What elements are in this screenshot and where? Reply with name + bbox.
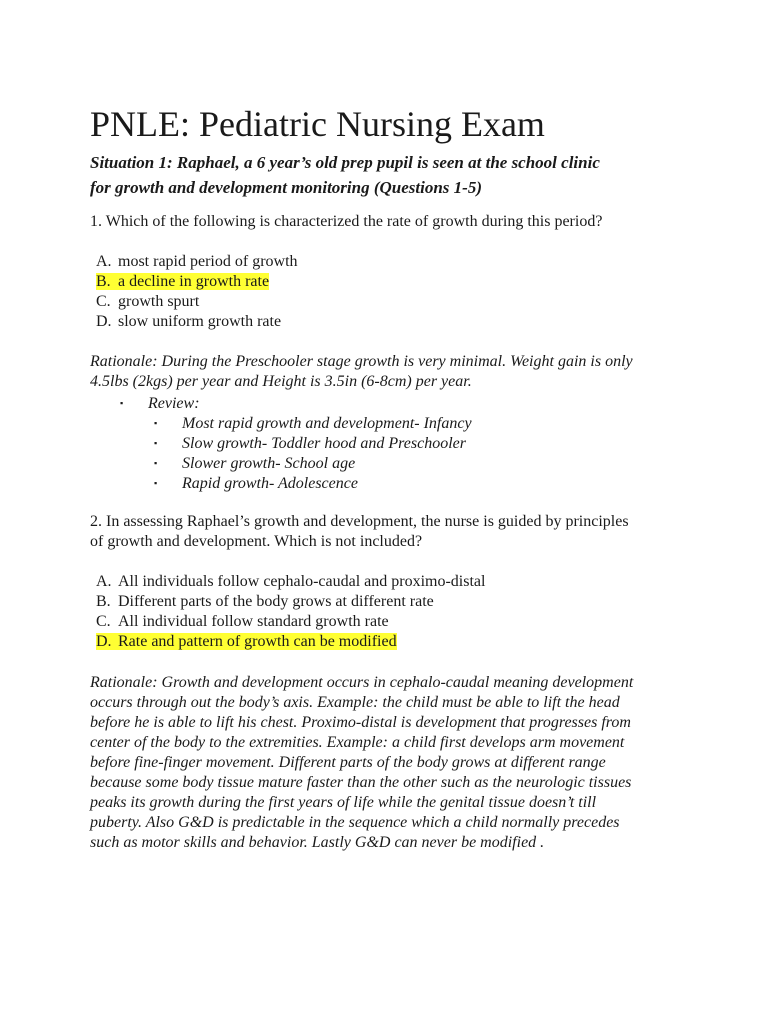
- rationale-line: before he is able to lift his chest. Proximo-distal is development that progresses from: [90, 714, 631, 731]
- rationale-line: such as motor skills and behavior. Lastly G&D can never be modified .: [90, 834, 545, 851]
- rationale-line: occurs through out the body’s axis. Example: the child must be able to lift the head: [90, 694, 620, 711]
- question-line: 2. In assessing Raphael’s growth and development, the nurse is guided by principles: [90, 513, 629, 530]
- bullet-icon: ▪: [154, 458, 158, 468]
- rationale-line: before fine-finger movement. Different parts of the body grows at different range: [90, 754, 606, 771]
- option-letter: B.: [96, 273, 111, 290]
- option-list-item-highlighted: [96, 632, 485, 652]
- question-1-rationale: [90, 352, 680, 392]
- option-list-item: [96, 252, 298, 272]
- option-letter: D.: [96, 313, 112, 330]
- rationale-line: Rationale: Growth and development occurs in cephalo-caudal meaning development: [90, 674, 634, 691]
- bullet-icon: ▪: [154, 478, 158, 488]
- rationale-line: puberty. Also G&D is predictable in the sequence which a child normally precedes: [90, 814, 620, 831]
- review-item-text: Rapid growth- Adolescence: [182, 475, 358, 492]
- option-text: most rapid period of growth: [118, 253, 298, 270]
- review-item-text: Slower growth- School age: [182, 455, 356, 472]
- question-2-rationale: [90, 673, 680, 853]
- rationale-line: because some body tissue mature faster than the other such as the neurologic tissues: [90, 774, 632, 791]
- question-1-options: [96, 252, 298, 332]
- bullet-icon: ▪: [120, 398, 124, 408]
- option-text: a decline in growth rate: [118, 273, 270, 290]
- highlighted-answer: [96, 633, 397, 650]
- review-label: Review:: [148, 395, 200, 412]
- option-letter: A.: [96, 573, 112, 590]
- review-item-text: Slow growth- Toddler hood and Preschooler: [182, 435, 467, 452]
- question-2-text: [90, 512, 629, 552]
- rationale-line: center of the body to the extremities. Example: a child first develops arm movement: [90, 734, 625, 751]
- option-list-item: [96, 592, 485, 612]
- rationale-line: Rationale: During the Preschooler stage growth is very minimal. Weight gain is only: [90, 353, 633, 370]
- option-list-item-highlighted: [96, 272, 298, 292]
- situation-line-2: for growth and development monitoring (Questions 1-5): [90, 178, 482, 197]
- review-item: [120, 433, 472, 453]
- option-letter: C.: [96, 613, 111, 630]
- question-line: of growth and development. Which is not included?: [90, 533, 423, 550]
- review-label-item: [120, 393, 472, 413]
- review-list: [120, 393, 472, 493]
- option-list-item: [96, 292, 298, 312]
- option-letter: C.: [96, 293, 111, 310]
- page-title: PNLE: Pediatric Nursing Exam: [90, 104, 545, 144]
- option-letter: B.: [96, 593, 111, 610]
- situation-line-1: Situation 1: Raphael, a 6 year’s old prep pupil is seen at the school clinic: [90, 153, 600, 172]
- bullet-icon: ▪: [154, 438, 158, 448]
- option-letter: A.: [96, 253, 112, 270]
- bullet-icon: ▪: [154, 418, 158, 428]
- option-text: Different parts of the body grows at different rate: [118, 593, 434, 610]
- question-1-text: 1. Which of the following is characterized the rate of growth during this period?: [90, 213, 603, 230]
- option-list-item: [96, 612, 485, 632]
- option-text: growth spurt: [118, 293, 200, 310]
- option-letter: D.: [96, 633, 112, 650]
- review-item: [120, 453, 472, 473]
- option-list-item: [96, 572, 485, 592]
- option-text: All individuals follow cephalo-caudal and proximo-distal: [118, 573, 486, 590]
- situation-heading: [90, 150, 690, 200]
- option-text: slow uniform growth rate: [118, 313, 282, 330]
- review-item: [120, 473, 472, 493]
- rationale-line: 4.5lbs (2kgs) per year and Height is 3.5in (6-8cm) per year.: [90, 373, 472, 390]
- rationale-line: peaks its growth during the first years of life while the genital tissue doesn’t till: [90, 794, 597, 811]
- option-list-item: [96, 312, 298, 332]
- review-item-text: Most rapid growth and development- Infancy: [182, 415, 472, 432]
- highlighted-answer: [96, 273, 269, 290]
- review-item: [120, 413, 472, 433]
- option-text: Rate and pattern of growth can be modified: [118, 633, 397, 650]
- option-text: All individual follow standard growth rate: [118, 613, 389, 630]
- question-2-options: [96, 572, 485, 652]
